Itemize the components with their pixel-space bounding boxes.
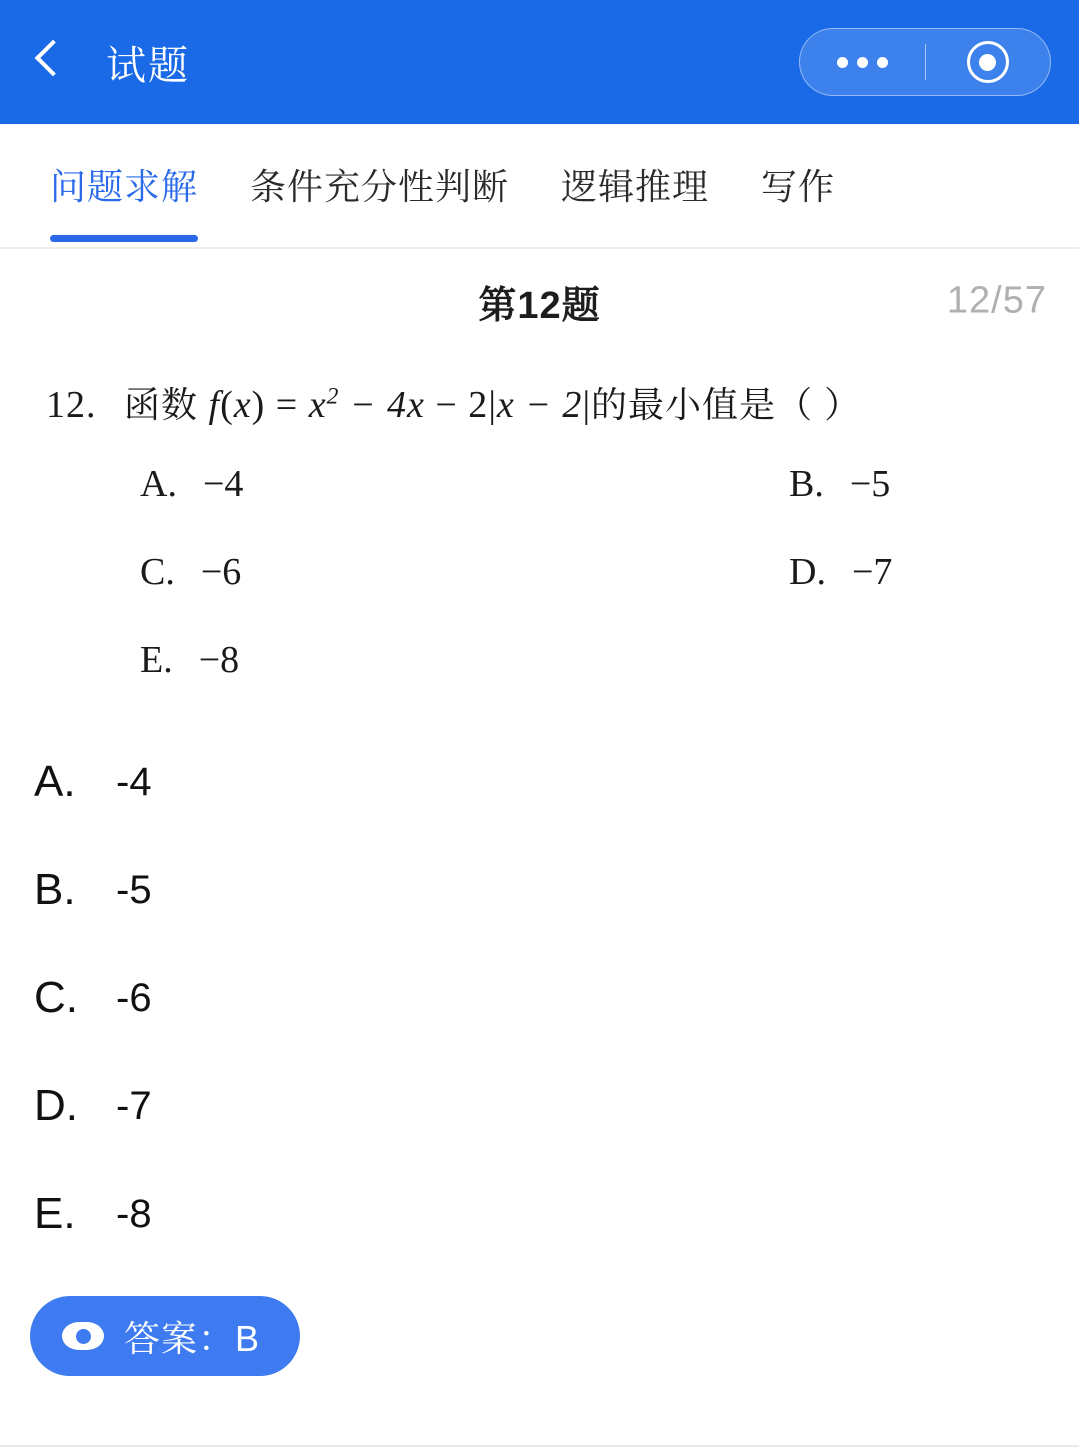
bottom-divider [0,1445,1079,1447]
option-value: -8 [116,1191,152,1236]
stem-option-row [140,550,969,594]
stem-option-row [140,462,969,506]
app-navbar [0,0,1079,124]
option-item-b[interactable] [34,836,1045,944]
more-menu-button[interactable] [800,29,925,95]
stem-option-e-value: −8 [198,639,240,681]
stem-option-d-label: D. [789,551,826,593]
option-letter: B. [34,865,76,914]
stem-option-e-label: E. [140,639,173,681]
formula-equals: = [275,384,299,426]
tab-writing[interactable]: 写作 [761,166,836,207]
option-value: -4 [116,759,152,804]
tab-logic-reasoning[interactable]: 逻辑推理 [561,166,710,207]
stem-suffix-text: 的最小值是 [591,384,777,425]
option-item-e[interactable] [34,1160,1045,1268]
formula-f: f [208,384,221,426]
answer-bar [0,1296,1079,1376]
category-tab-bar [0,124,1079,249]
option-value: -5 [116,867,152,912]
show-answer-button[interactable] [30,1296,300,1376]
stem-option-a [140,462,320,506]
more-dots-icon [837,57,888,68]
tab-problem-solving[interactable]: 问题求解 [50,151,198,220]
formula-term1-exponent: 2 [326,383,340,410]
question-index-title: 第12题 [478,284,601,327]
option-letter: E. [34,1189,76,1238]
option-item-c[interactable] [34,944,1045,1052]
stem-prefix-text: 函数 [124,384,199,425]
question-stem-image [0,353,1079,682]
chevron-left-icon[interactable] [28,32,72,92]
formula-term3: − 2 [435,384,489,426]
formula-abs-open: | [488,384,497,426]
close-miniprogram-button[interactable] [926,29,1051,95]
stem-number: 12. [46,384,97,426]
tab-sufficiency-judgement[interactable]: 条件充分性判断 [250,166,510,207]
option-letter: A. [34,757,76,806]
formula-var: x [233,384,252,426]
option-list [0,728,1079,1268]
formula-abs-inner: x − 2 [496,384,583,426]
option-letter: D. [34,1081,78,1130]
stem-answer-blank: （ ） [776,384,862,425]
option-value: -7 [116,1083,152,1128]
page-title: 试题 [106,43,190,88]
formula-term1-base: x [308,384,327,426]
stem-option-e [140,638,320,682]
option-item-a[interactable] [34,728,1045,836]
stem-option-a-value: −4 [202,463,244,505]
eye-icon [62,1322,104,1350]
option-letter: C. [34,973,78,1022]
option-value: -6 [116,975,152,1020]
formula-abs-close: | [582,384,592,426]
stem-option-a-label: A. [140,463,177,505]
question-header [0,249,1079,353]
stem-option-b [789,462,969,506]
formula-term2: − 4x [349,384,425,426]
option-item-d[interactable] [34,1052,1045,1160]
stem-option-d [789,550,969,594]
formula-paren-close: ) [251,384,266,426]
target-circle-icon [967,41,1009,83]
formula-paren-open: ( [220,384,234,426]
mini-program-capsule [799,28,1051,96]
stem-option-d-value: −7 [851,551,893,593]
stem-option-c [140,550,320,594]
stem-option-c-label: C. [140,551,175,593]
question-counter: 12/57 [946,279,1047,322]
stem-first-line [0,377,1079,428]
stem-option-b-value: −5 [849,463,891,505]
stem-option-row [140,638,969,682]
stem-formula [198,383,591,427]
stem-option-c-value: −6 [200,551,242,593]
show-answer-label: 答案：B [124,1317,261,1359]
stem-image-options [0,462,1079,682]
stem-option-b-label: B. [789,463,824,505]
